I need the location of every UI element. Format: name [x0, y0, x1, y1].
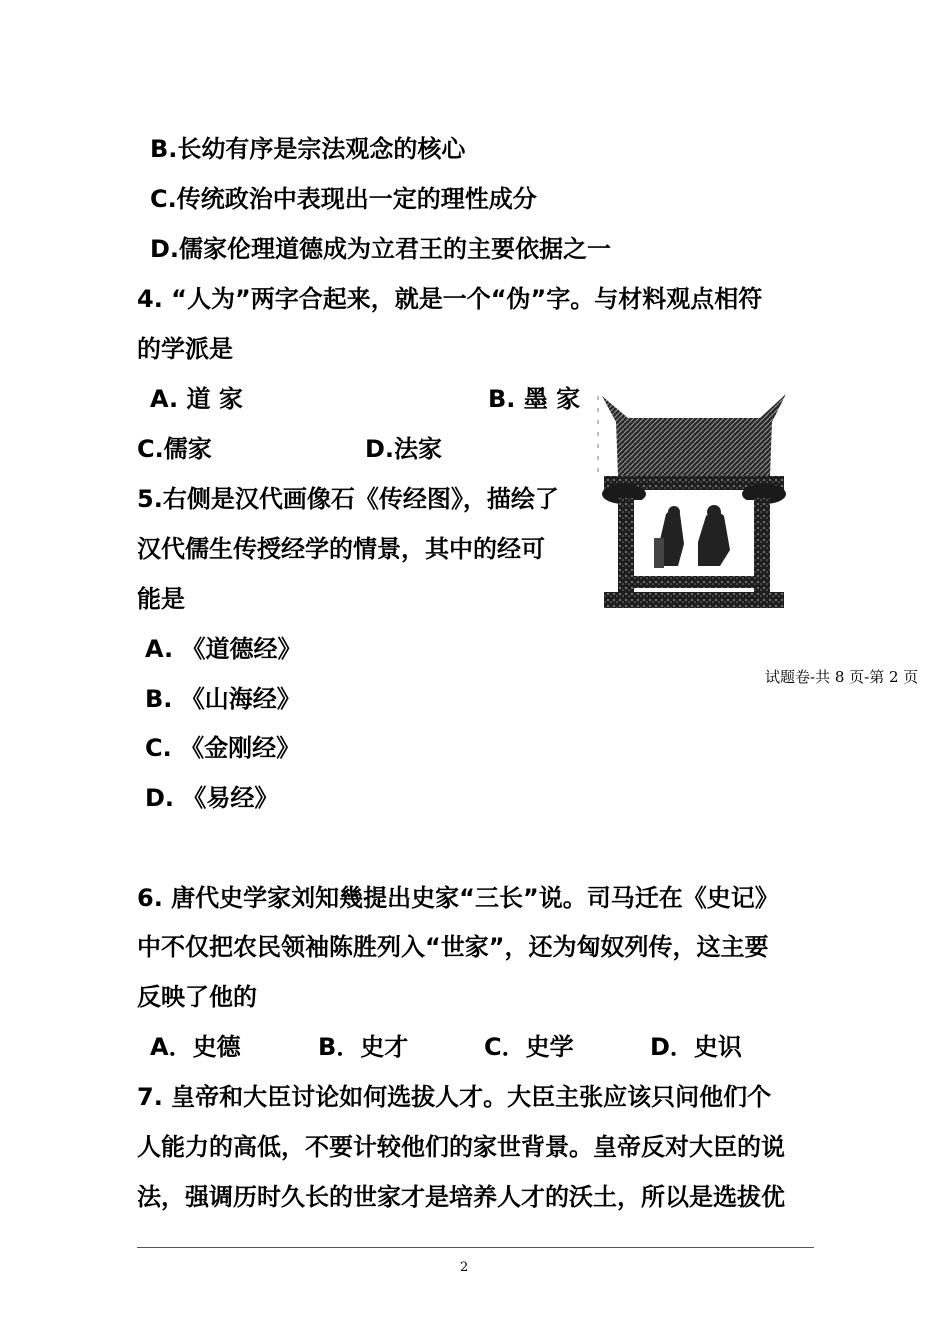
q5-option-a: A. 《道德经》 [145, 635, 302, 663]
q6-stem-line-2: 中不仅把农民领袖陈胜列入“世家”，还为匈奴列传，这主要 [137, 933, 769, 961]
q4-option-b: B. 墨 家 [488, 385, 581, 413]
q5-stem-line-1: 5.右侧是汉代画像石《传经图》，描绘了 [137, 485, 559, 513]
q4-option-d: D.法家 [365, 435, 443, 463]
q4-stem-line-1: 4. “人为”两字合起来，就是一个“伪”字。与材料观点相符 [137, 285, 763, 313]
q6-stem-line-1: 6. 唐代史学家刘知幾提出史家“三长”说。司马迁在《史记》 [137, 884, 779, 912]
q5-stem-line-3: 能是 [137, 585, 185, 613]
q3-option-b: B.长幼有序是宗法观念的核心 [150, 135, 466, 163]
q6-stem-line-3: 反映了他的 [137, 983, 257, 1011]
han-stone-relief-image [594, 388, 794, 614]
q6-option-b: B．史才 [318, 1033, 409, 1061]
q4-option-c: C.儒家 [137, 435, 212, 463]
q3-option-c: C.传统政治中表现出一定的理性成分 [150, 185, 537, 213]
q4-stem-line-2: 的学派是 [137, 335, 233, 363]
q5-option-d: D. 《易经》 [145, 784, 279, 812]
page-caption: 试题卷-共 8 页-第 2 页 [765, 668, 919, 686]
q5-option-c: C. 《金刚经》 [145, 734, 301, 762]
footer-divider [137, 1247, 814, 1248]
q5-option-b: B. 《山海经》 [145, 685, 301, 713]
q6-option-c: C．史学 [484, 1033, 574, 1061]
q7-stem-line-2: 人能力的高低，不要计较他们的家世背景。皇帝反对大臣的说 [137, 1133, 785, 1161]
q7-stem-line-1: 7. 皇帝和大臣讨论如何选拔人才。大臣主张应该只问他们个 [137, 1083, 772, 1111]
q6-option-a: A．史德 [150, 1033, 241, 1061]
q5-stem-line-2: 汉代儒生传授经学的情景，其中的经可 [137, 535, 545, 563]
q3-option-d: D.儒家伦理道德成为立君王的主要依据之一 [150, 235, 612, 263]
q7-stem-line-3: 法，强调历时久长的世家才是培养人才的沃土，所以是选拔优 [137, 1183, 785, 1211]
q4-option-a: A. 道 家 [150, 385, 243, 413]
page-number: 2 [460, 1260, 469, 1275]
q6-option-d: D．史识 [650, 1033, 742, 1061]
relief-drawing [594, 388, 794, 614]
